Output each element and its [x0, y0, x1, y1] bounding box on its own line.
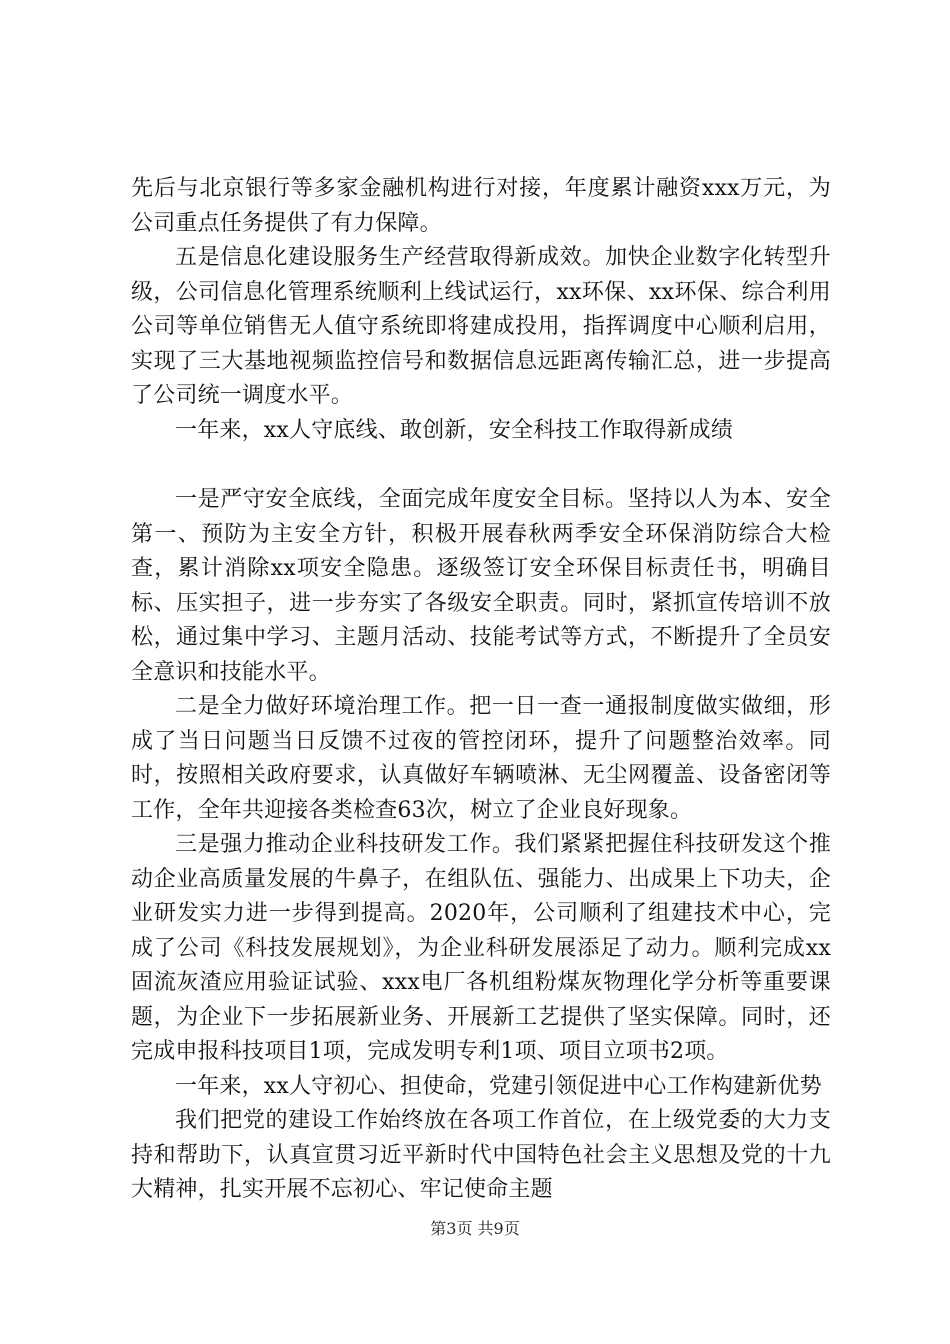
paragraph-environment: 二是全力做好环境治理工作。把一日一查一通报制度做实做细，形成了当日问题当日反馈不过夜的管控闭环，提升了问题整治效率。同时，按照相关政府要求，认真做好车辆喷淋、无尘网覆盖、设备密闭等工作，全年共迎接各类检查63次，树立了企业良好现象。 [131, 694, 831, 823]
document-body [131, 172, 831, 1208]
page-footer: 第3页 共9页 [430, 1219, 520, 1238]
paragraph-rnd: 三是强力推动企业科技研发工作。我们紧紧把握住科技研发这个推动企业高质量发展的牛鼻子，在组队伍、强能力、出成果上下功夫，企业研发实力进一步得到提高。2020年，公司顺利了组建技术中心，完成了公司《科技发展规划》，为企业科研发展添足了动力。顺利完成xx固流灰渣应用验证试验、xxx电厂各机组粉煤灰物理化学分析等重要课题，为企业下一步拓展新业务、开展新工艺提供了坚实保障。同时，还完成申报科技项目1项，完成发明专利1项、项目立项书2项。 [131, 832, 831, 1064]
paragraph-safety-baseline: 一是严守安全底线，全面完成年度安全目标。坚持以人为本、安全第一、预防为主安全方针，积极开展春秋两季安全环保消防综合大检查，累计消除xx项安全隐患。逐级签订安全环保目标责任书，明确目标、压实担子，进一步夯实了各级安全职责。同时，紧抓宣传培训不放松，通过集中学习、主题月活动、技能考试等方式，不断提升了全员安全意识和技能水平。 [131, 487, 831, 685]
paragraph-party-building: 我们把党的建设工作始终放在各项工作首位，在上级党委的大力支持和帮助下，认真宣贯习近平新时代中国特色社会主义思想及党的十九大精神，扎实开展不忘初心、牢记使命主题 [131, 1108, 831, 1202]
section-heading-safety: 一年来，xx人守底线、敢创新，安全科技工作取得新成绩 [175, 417, 734, 443]
paragraph-gap [131, 448, 831, 483]
section-heading-party: 一年来，xx人守初心、担使命，党建引领促进中心工作构建新优势 [175, 1073, 822, 1099]
paragraph-financing: 先后与北京银行等多家金融机构进行对接，年度累计融资xxx万元，为公司重点任务提供了有力保障。 [131, 176, 831, 236]
paragraph-informatization: 五是信息化建设服务生产经营取得新成效。加快企业数字化转型升级，公司信息化管理系统顺利上线试运行，xx环保、xx环保、综合利用公司等单位销售无人值守系统即将建成投用，指挥调度中心顺利启用，实现了三大基地视频监控信号和数据信息远距离传输汇总，进一步提高了公司统一调度水平。 [131, 245, 831, 408]
